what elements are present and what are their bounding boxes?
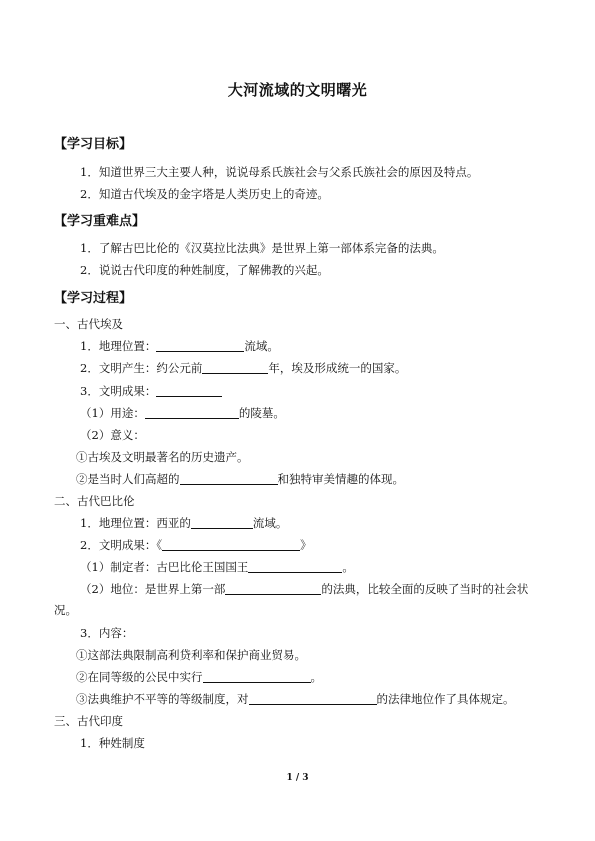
- india-caste-label: 1．种姓制度: [80, 736, 145, 750]
- babylon-achieve-label: 2．文明成果：《: [80, 538, 163, 552]
- babylon-content-2-label: ②在同等级的公民中实行: [76, 670, 203, 684]
- babylon-status-suffix: 的法典，比较全面的反映了当时的社会状: [321, 582, 529, 596]
- babylon-achieve-line: [80, 537, 312, 553]
- babylon-maker-line: [80, 559, 354, 575]
- babylon-achieve-suffix: 》: [300, 538, 312, 552]
- india-section-title: 三、古代印度: [54, 714, 123, 728]
- process-heading: 【学习过程】: [54, 291, 133, 306]
- egypt-geo-line: [80, 338, 279, 354]
- egypt-use-line: [80, 405, 285, 421]
- babylon-content-3-label: ③法典维护不平等的等级制度，对: [76, 692, 249, 706]
- babylon-maker-suffix: 。: [342, 560, 354, 574]
- babylon-content-3-suffix: 的法律地位作了具体规定。: [376, 692, 515, 706]
- babylon-geo-suffix: 流域。: [252, 516, 288, 530]
- babylon-status-blank[interactable]: [225, 582, 321, 595]
- egypt-meaning-2-suffix: 和独特审美情趣的体现。: [277, 472, 404, 486]
- egypt-use-blank[interactable]: [145, 406, 239, 419]
- key-points-heading: 【学习重难点】: [54, 214, 146, 229]
- babylon-status-label: （2）地位：是世界上第一部: [80, 582, 226, 596]
- babylon-content-2-suffix: 。: [310, 670, 322, 684]
- babylon-content-3-line: [76, 691, 515, 707]
- egypt-geo-suffix: 流域。: [244, 339, 279, 353]
- egypt-meaning-1: ①古埃及文明最著名的历史遗产。: [76, 450, 249, 464]
- egypt-achieve-blank[interactable]: [156, 384, 222, 397]
- babylon-status-line: [80, 581, 528, 597]
- babylon-geo-label: 1．地理位置：西亚的: [80, 516, 191, 530]
- egypt-achieve-line: [80, 383, 222, 399]
- egypt-meaning-2-blank[interactable]: [180, 472, 278, 485]
- goals-heading: 【学习目标】: [54, 137, 133, 152]
- egypt-civ-suffix: 年，埃及形成统一的国家。: [268, 361, 407, 375]
- egypt-meaning-2-label: ②是当时人们高超的: [76, 472, 180, 486]
- page-title: 大河流域的文明曙光: [227, 81, 368, 99]
- egypt-civ-line: [80, 360, 406, 376]
- babylon-achieve-blank[interactable]: [162, 538, 300, 551]
- egypt-use-label: （1）用途：: [80, 406, 145, 420]
- babylon-content-3-blank[interactable]: [249, 692, 377, 705]
- goal-item-1: 1．知道世界三大主要人种，说说母系氏族社会与父系氏族社会的原因及特点。: [80, 165, 479, 179]
- babylon-content-2-line: [76, 669, 322, 685]
- page-number: 1 / 3: [286, 773, 309, 783]
- egypt-civ-blank[interactable]: [202, 361, 268, 374]
- goal-item-2: 2．知道古代埃及的金字塔是人类历史上的奇迹。: [80, 187, 329, 201]
- babylon-content-1: ①这部法典限制高利贷利率和保护商业贸易。: [76, 648, 306, 662]
- egypt-civ-label: 2．文明产生：约公元前: [80, 361, 203, 375]
- egypt-achieve-label: 3．文明成果：: [80, 384, 157, 398]
- egypt-use-suffix: 的陵墓。: [238, 406, 285, 420]
- egypt-section-title: 一、古代埃及: [54, 317, 123, 331]
- egypt-meaning-label: （2）意义：: [80, 428, 145, 442]
- babylon-maker-label: （1）制定者：古巴比伦王国国王: [80, 560, 249, 574]
- babylon-status-continued: 况。: [54, 603, 77, 617]
- egypt-geo-blank[interactable]: [156, 339, 244, 352]
- babylon-section-title: 二、古代巴比伦: [54, 494, 135, 508]
- babylon-content-2-blank[interactable]: [203, 670, 311, 683]
- babylon-maker-blank[interactable]: [248, 560, 342, 573]
- egypt-meaning-2-line: [76, 471, 404, 487]
- babylon-content-label: 3．内容：: [80, 626, 134, 640]
- babylon-geo-line: [80, 515, 287, 531]
- babylon-geo-blank[interactable]: [191, 516, 253, 529]
- key-point-item-2: 2．说说古代印度的种姓制度，了解佛教的兴起。: [80, 263, 329, 277]
- key-point-item-1: 1．了解古巴比伦的《汉莫拉比法典》是世界上第一部体系完备的法典。: [80, 241, 444, 255]
- egypt-geo-label: 1．地理位置：: [80, 339, 157, 353]
